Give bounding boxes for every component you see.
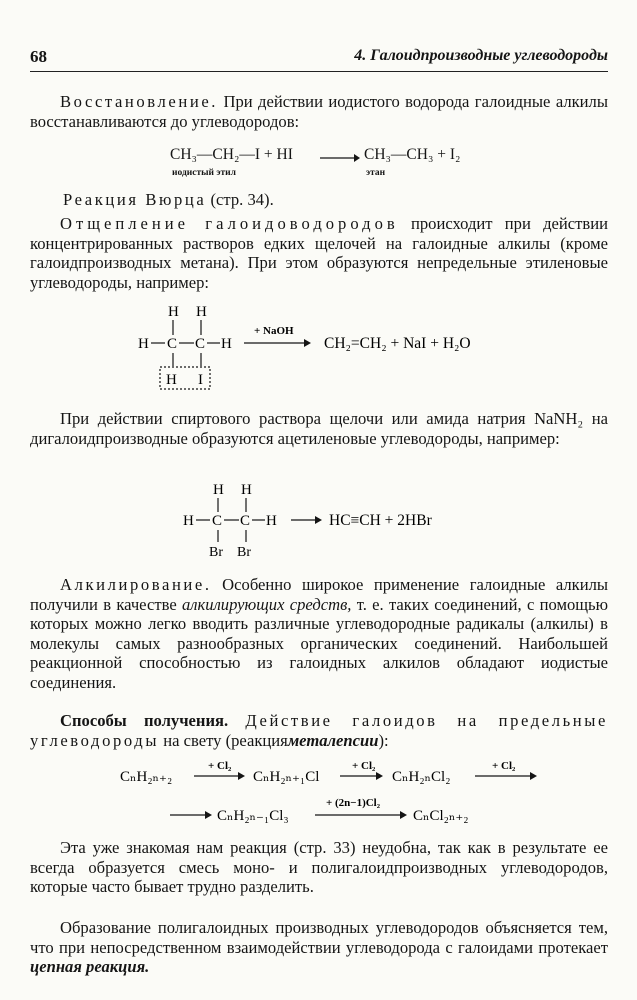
alkylation-term: Алкилирование. [60, 575, 212, 594]
wurtz-ref: (стр. 34). [210, 190, 274, 209]
atom-c-2: C [195, 336, 206, 352]
atom-h-top-b: H [241, 482, 252, 498]
poly-paragraph [30, 918, 608, 977]
reduction-text: При действии иодистого водорода галоидные алкилы восстанавливаются до углеводородов: [30, 92, 608, 131]
poly-text: Образование полигалоидных производных углеводородов объясняется тем, что при непосредственном взаимодействии углеводорода с галоидами протекает [30, 918, 608, 957]
reduction-term: Восстановление. [60, 92, 219, 111]
reagent-2: + Cl₂ [352, 760, 376, 772]
atom-h-top-1: H [168, 304, 179, 320]
atom-h-left: H [138, 336, 149, 352]
page-number: 68 [30, 47, 47, 66]
wurtz-line [63, 190, 583, 210]
alkylation-agents: алкилирующих средств, [181, 594, 352, 614]
reduction-eq-right: CH₃—CH₃ + I₂ [364, 146, 461, 163]
dibromide-structure [183, 480, 483, 560]
reduction-eq-left: CH₃—CH₂—I + HI [170, 146, 293, 163]
atom-c-a: C [212, 513, 223, 529]
atom-c-1: C [167, 336, 178, 352]
atom-h-right: H [221, 336, 232, 352]
elimination-structure [138, 300, 518, 395]
reagent-last: + (2n−1)Cl₂ [326, 797, 381, 809]
known-paragraph: Эта уже знакомая нам реакция (стр. 33) неудобна, так как в результате ее всегда образуется смесь моно- и полигалоидпроизводных углеводородов, которые часто бывает трудно разделить. [30, 838, 608, 896]
elimination-paragraph [30, 214, 608, 292]
alkylation-paragraph [30, 575, 608, 692]
methods-term: Действие галоидов на предельные углеводороды [30, 711, 608, 750]
chapter-title: 4. Галоидпроизводные углеводороды [354, 47, 608, 64]
atom-h-bottom: H [166, 372, 177, 388]
alkylation-text1: Особенно широкое применение галоидные алкилы получили в качестве [30, 575, 608, 614]
atom-c-b: C [240, 513, 251, 529]
atom-h-right-b: H [266, 513, 277, 529]
reduction-label-left: иодистый этил [172, 168, 236, 178]
reduction-label-right: этан [366, 168, 386, 178]
reduction-paragraph [30, 92, 608, 131]
chlorination-scheme [120, 755, 560, 830]
formula-5: CₙCl₂ₙ₊₂ [413, 808, 469, 824]
wurtz-term: Реакция Вюрца [63, 190, 207, 209]
reagent-3: + Cl₂ [492, 760, 516, 772]
reduction-arrow [320, 152, 360, 164]
elimination-products: CH₂=CH₂ + NaI + H₂O [324, 335, 471, 352]
alcoholic-paragraph: При действии спиртового раствора щелочи или амида натрия NaNH₂ на дигалоидпроизводные образуются ацетиленовые углеводороды, например: [30, 409, 608, 448]
methods-close: ): [378, 730, 389, 750]
alkylation-text2: т. е. таких соединений, с помощью которых можно легко вводить различные углеводородные радикалы (алкилы) в молекулы самых разнообразных органических соединений. Наибольшей реакционной способностью из галоидных алкилов обладают иодистые соединения. [30, 594, 609, 692]
methods-text: на свету (реакция [163, 730, 288, 750]
page-header [30, 45, 608, 72]
methods-metalepsy: металепсии [287, 730, 379, 750]
methods-heading: Способы получения. [60, 711, 229, 730]
atom-h-top-a: H [213, 482, 224, 498]
atom-h-top-2: H [196, 304, 207, 320]
formula-4: CₙH₂ₙ₋₁Cl₃ [217, 808, 289, 824]
elimination-text: происходит при действии концентрированных растворов едких щелочей на галоидные алкилы (кроме галоидпроизводных метана). При этом образуются непредельные этиленовые углеводороды, например: [30, 214, 608, 292]
reagent-1: + Cl₂ [208, 760, 232, 772]
formula-2: CₙH₂ₙ₊₁Cl [253, 769, 320, 785]
atom-br-1: Br [209, 545, 223, 560]
methods-paragraph [30, 711, 608, 750]
elimination-term: Отщепление галоидоводородов [60, 214, 399, 233]
poly-chain: цепная реакция. [30, 957, 150, 976]
atom-i-bottom: I [198, 372, 203, 388]
alcoholic-products: HC≡CH + 2HBr [329, 512, 432, 529]
atom-br-2: Br [237, 545, 251, 560]
formula-3: CₙH₂ₙCl₂ [392, 769, 451, 785]
naoh-reagent: + NaOH [254, 325, 294, 337]
formula-1: CₙH₂ₙ₊₂ [120, 769, 173, 785]
atom-h-left-b: H [183, 513, 194, 529]
